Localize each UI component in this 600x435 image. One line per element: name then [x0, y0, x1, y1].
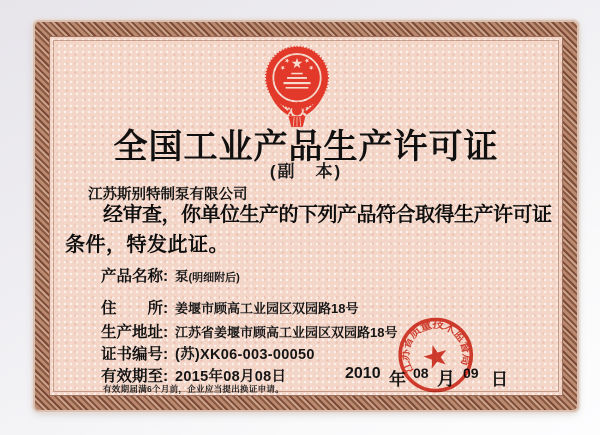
field-value: 姜堰市顾高工业园区双园路18号	[175, 301, 359, 316]
field-label: 产品名称:	[101, 268, 169, 285]
validity-note: 有效期届满6个月前，企业应当提出换证申请。	[103, 384, 285, 394]
issue-year: 2010	[345, 365, 381, 382]
certificate	[35, 22, 577, 410]
certificate-subtitle: (副 本)	[269, 162, 343, 181]
field-value: 泵	[175, 269, 189, 284]
field-label: 证书编号:	[101, 346, 169, 363]
issue-day-unit: 日	[491, 370, 508, 389]
field-value: 2015年08月08日	[175, 369, 287, 385]
body-line-2: 条件，特发此证。	[65, 234, 229, 256]
field-production-address	[101, 320, 397, 342]
field-residence	[101, 296, 358, 318]
field-label: 生产地址:	[101, 324, 169, 341]
issue-month-unit: 月	[437, 369, 455, 389]
field-value: (苏)XK06-003-00050	[175, 347, 315, 363]
issue-month: 08	[413, 365, 429, 381]
issue-day: 09	[463, 365, 479, 381]
body-paragraph	[65, 202, 552, 259]
body-line-1: 经审查，你单位生产的下列产品符合取得生产许可证	[103, 204, 552, 226]
certificate-title: 全国工业产品生产许可证	[113, 128, 499, 166]
seal-text: 江苏省质量技术监督局	[399, 318, 473, 375]
field-label: 住 所:	[101, 300, 169, 317]
field-value-detail: (明细附后)	[188, 272, 240, 284]
field-certificate-number	[101, 342, 315, 364]
issue-year-unit: 年	[389, 370, 406, 389]
company-name: 江苏斯别特制泵有限公司	[88, 187, 248, 203]
field-product-name	[101, 264, 240, 286]
svg-text:江苏省质量技术监督局	[393, 313, 475, 377]
field-label: 有效期至:	[101, 368, 169, 385]
official-seal-icon	[392, 311, 480, 404]
field-value: 江苏省姜堰市顾高工业园区双园路18号	[175, 325, 398, 340]
